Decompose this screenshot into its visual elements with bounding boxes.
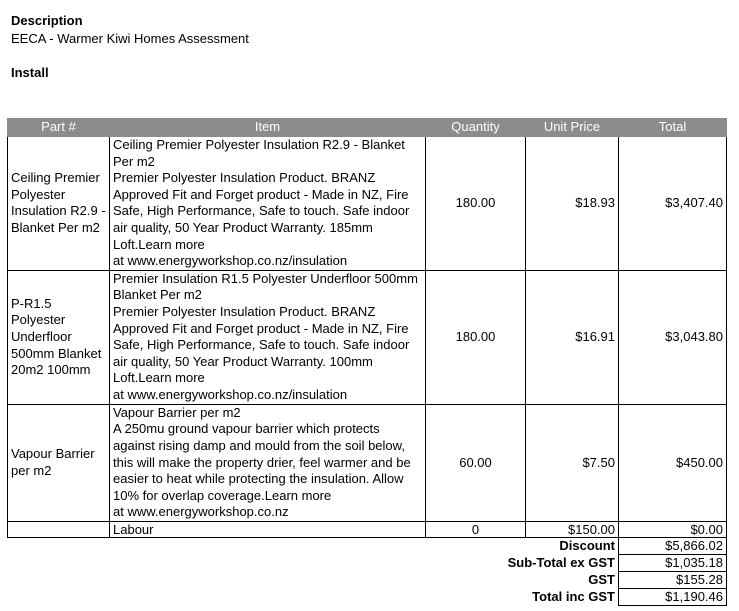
quantity-cell: 60.00	[426, 404, 526, 521]
totals-label: Discount	[559, 538, 615, 554]
table-row	[8, 521, 727, 537]
total-cell: $450.00	[619, 404, 727, 521]
totals-label: Sub-Total ex GST	[507, 554, 615, 570]
item-description: Premier Polyester Insulation Product. BRANZ Approved Fit and Forget product - Made in NZ, Fire Safe, High Performance, Safe to touch. Safe indoor air quality, 50 Year Product Warranty. 185mm Loft.Learn more	[113, 170, 410, 252]
totals-value: $5,866.02	[619, 537, 727, 554]
table-row	[8, 137, 727, 271]
totals-value: $1,190.46	[619, 588, 727, 605]
item-link: at www.energyworkshop.co.nz/insulation	[113, 253, 348, 269]
item-description: A 250mu ground vapour barrier which protects against rising damp and mould from the soil below, this will make the property drier, feel warmer and be easier to heat while protecting the insulation. Allow 10% for overlap coverage.Learn more	[113, 421, 411, 503]
table-row	[8, 404, 727, 521]
totals-value: $1,035.18	[619, 554, 727, 571]
totals-row	[8, 554, 727, 571]
totals-label: GST	[588, 571, 615, 587]
column-header-part: Part #	[8, 119, 110, 137]
unit-price-cell: $7.50	[526, 404, 619, 521]
item-link: at www.energyworkshop.co.nz	[113, 504, 289, 520]
column-header-item: Item	[110, 119, 426, 137]
part-cell: Ceiling Premier Polyester Insulation R2.9 - Blanket Per m2	[8, 137, 110, 271]
totals-label: Total inc GST	[532, 588, 615, 604]
quantity-cell: 180.00	[426, 137, 526, 271]
item-cell: Labour	[110, 521, 426, 537]
total-cell: $0.00	[619, 521, 727, 537]
item-title: Premier Insulation R1.5 Polyester Underfloor 500mm Blanket Per m2	[113, 270, 418, 303]
item-cell	[110, 137, 426, 271]
total-cell: $3,407.40	[619, 137, 727, 271]
column-header-total: Total	[619, 119, 727, 137]
item-cell	[110, 404, 426, 521]
total-cell: $3,043.80	[619, 270, 727, 404]
column-header-quantity: Quantity	[426, 119, 526, 137]
unit-price-cell: $18.93	[526, 137, 619, 271]
item-cell	[110, 270, 426, 404]
install-heading: Install	[11, 65, 49, 80]
totals-row	[8, 537, 727, 554]
totals-value: $155.28	[619, 571, 727, 588]
install-table	[7, 118, 727, 606]
column-header-unit-price: Unit Price	[526, 119, 619, 137]
table-row	[8, 270, 727, 404]
totals-row	[8, 571, 727, 588]
unit-price-cell: $150.00	[526, 521, 619, 537]
part-cell: Vapour Barrier per m2	[8, 404, 110, 521]
item-description: Premier Polyester Insulation Product. BRANZ Approved Fit and Forget product - Made in NZ, Fire Safe, High Performance, Safe to touch. Safe indoor air quality, 50 Year Product Warranty. 100mm Loft.Learn more	[113, 304, 410, 386]
item-title: Ceiling Premier Polyester Insulation R2.9 - Blanket Per m2	[113, 137, 405, 169]
table-header-row	[8, 119, 727, 137]
quantity-cell: 0	[426, 521, 526, 537]
unit-price-cell: $16.91	[526, 270, 619, 404]
item-link: at www.energyworkshop.co.nz/insulation	[113, 387, 348, 403]
part-cell: P-R1.5 Polyester Underfloor 500mm Blanket 20m2 100mm	[8, 270, 110, 404]
description-heading: Description	[11, 13, 83, 28]
part-cell	[8, 521, 110, 537]
description-value: EECA - Warmer Kiwi Homes Assessment	[11, 31, 249, 46]
quantity-cell: 180.00	[426, 270, 526, 404]
item-title: Vapour Barrier per m2	[113, 404, 241, 420]
totals-row	[8, 588, 727, 605]
